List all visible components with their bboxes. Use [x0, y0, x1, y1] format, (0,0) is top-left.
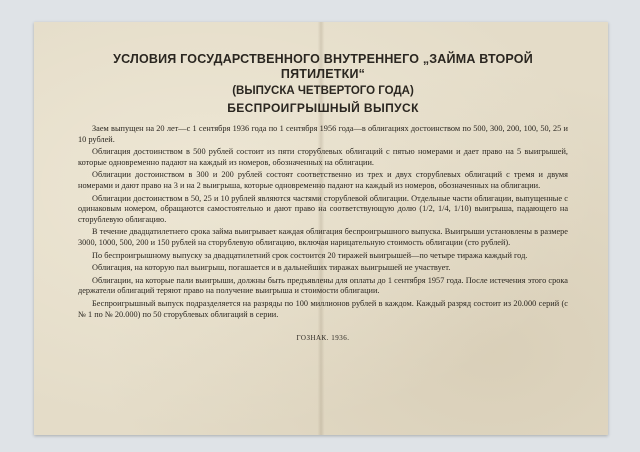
printer-imprint: ГОЗНАК. 1936.	[296, 334, 350, 343]
document-heading: БЕСПРОИГРЫШНЫЙ ВЫПУСК	[227, 101, 419, 115]
paragraph-deadline: Облигации, на которые пали выигрыши, должны быть предъявлены для оплаты до 1 сентября 1957 года. После истечения этого срока держатели облигаций теряют право на получение выигрыша и стоимости облигации.	[78, 275, 568, 296]
bond-conditions-sheet	[34, 22, 608, 435]
paragraph-300-200-rub: Облигации достоинством в 300 и 200 рублей состоят соответственно из трех и двух сторублевых облигаций с тремя и двумя номерами и дают право на 3 и на 2 выигрыша, которые одновременно падают на каждый из номеров, обозначенных на облигации.	[78, 170, 568, 190]
paragraph-500-rub: Облигация достоинством в 500 рублей состоит из пяти сторублевых облигаций с пятью номерами и дает право на 5 выигрышей, которые одновременно падают на каждый из номеров, обозначенных на облигации.	[78, 147, 568, 167]
paragraph-draws: По беспроигрышному выпуску за двадцатилетний срок состоится 20 тиражей выигрышей—по четыре тиража каждый год.	[92, 250, 528, 260]
paragraph-term: Заем выпущен на 20 лет—с 1 сентября 1936 года по 1 сентября 1956 года—в облигациях достоинством по 500, 300, 200, 100, 50, 25 и 10 рублей.	[78, 124, 568, 144]
paragraph-50-25-10-rub: Облигации достоинством в 50, 25 и 10 рублей являются частями сторублевой облигации. Отдельные части облигации, выпущенные с одинаковым номером, обращаются самостоятельно и дают право на соответствующую долю (1/2, 1/4, 1/10) выигрыша, падающего на сторублевую облигацию.	[78, 193, 568, 224]
paragraph-categories: Беспроигрышный выпуск подразделяется на разряды по 100 миллионов рублей в каждом. Каждый разряд состоит из 20.000 серий (с № 1 по № 20.000) по 50 сторублевых облигаций в серии.	[78, 298, 568, 319]
document-title: УСЛОВИЯ ГОСУДАРСТВЕННОГО ВНУТРЕННЕГО „ЗАЙМА ВТОРОЙ ПЯТИЛЕТКИ“	[113, 52, 533, 81]
document-subtitle: (ВЫПУСКА ЧЕТВЕРТОГО ГОДА)	[232, 85, 414, 97]
paragraph-redemption: Облигация, на которую пал выигрыш, погашается и в дальнейших тиражах выигрышей не участвует.	[92, 263, 451, 273]
paragraph-winnings: В течение двадцатилетнего срока займа выигрывает каждая облигация беспроигрышного выпуска. Выигрыши установлены в размере 3000, 1000, 500, 200 и 150 рублей на сторублевую облигацию, включая нарицательную стоимость облигации (сто рублей).	[78, 227, 568, 247]
